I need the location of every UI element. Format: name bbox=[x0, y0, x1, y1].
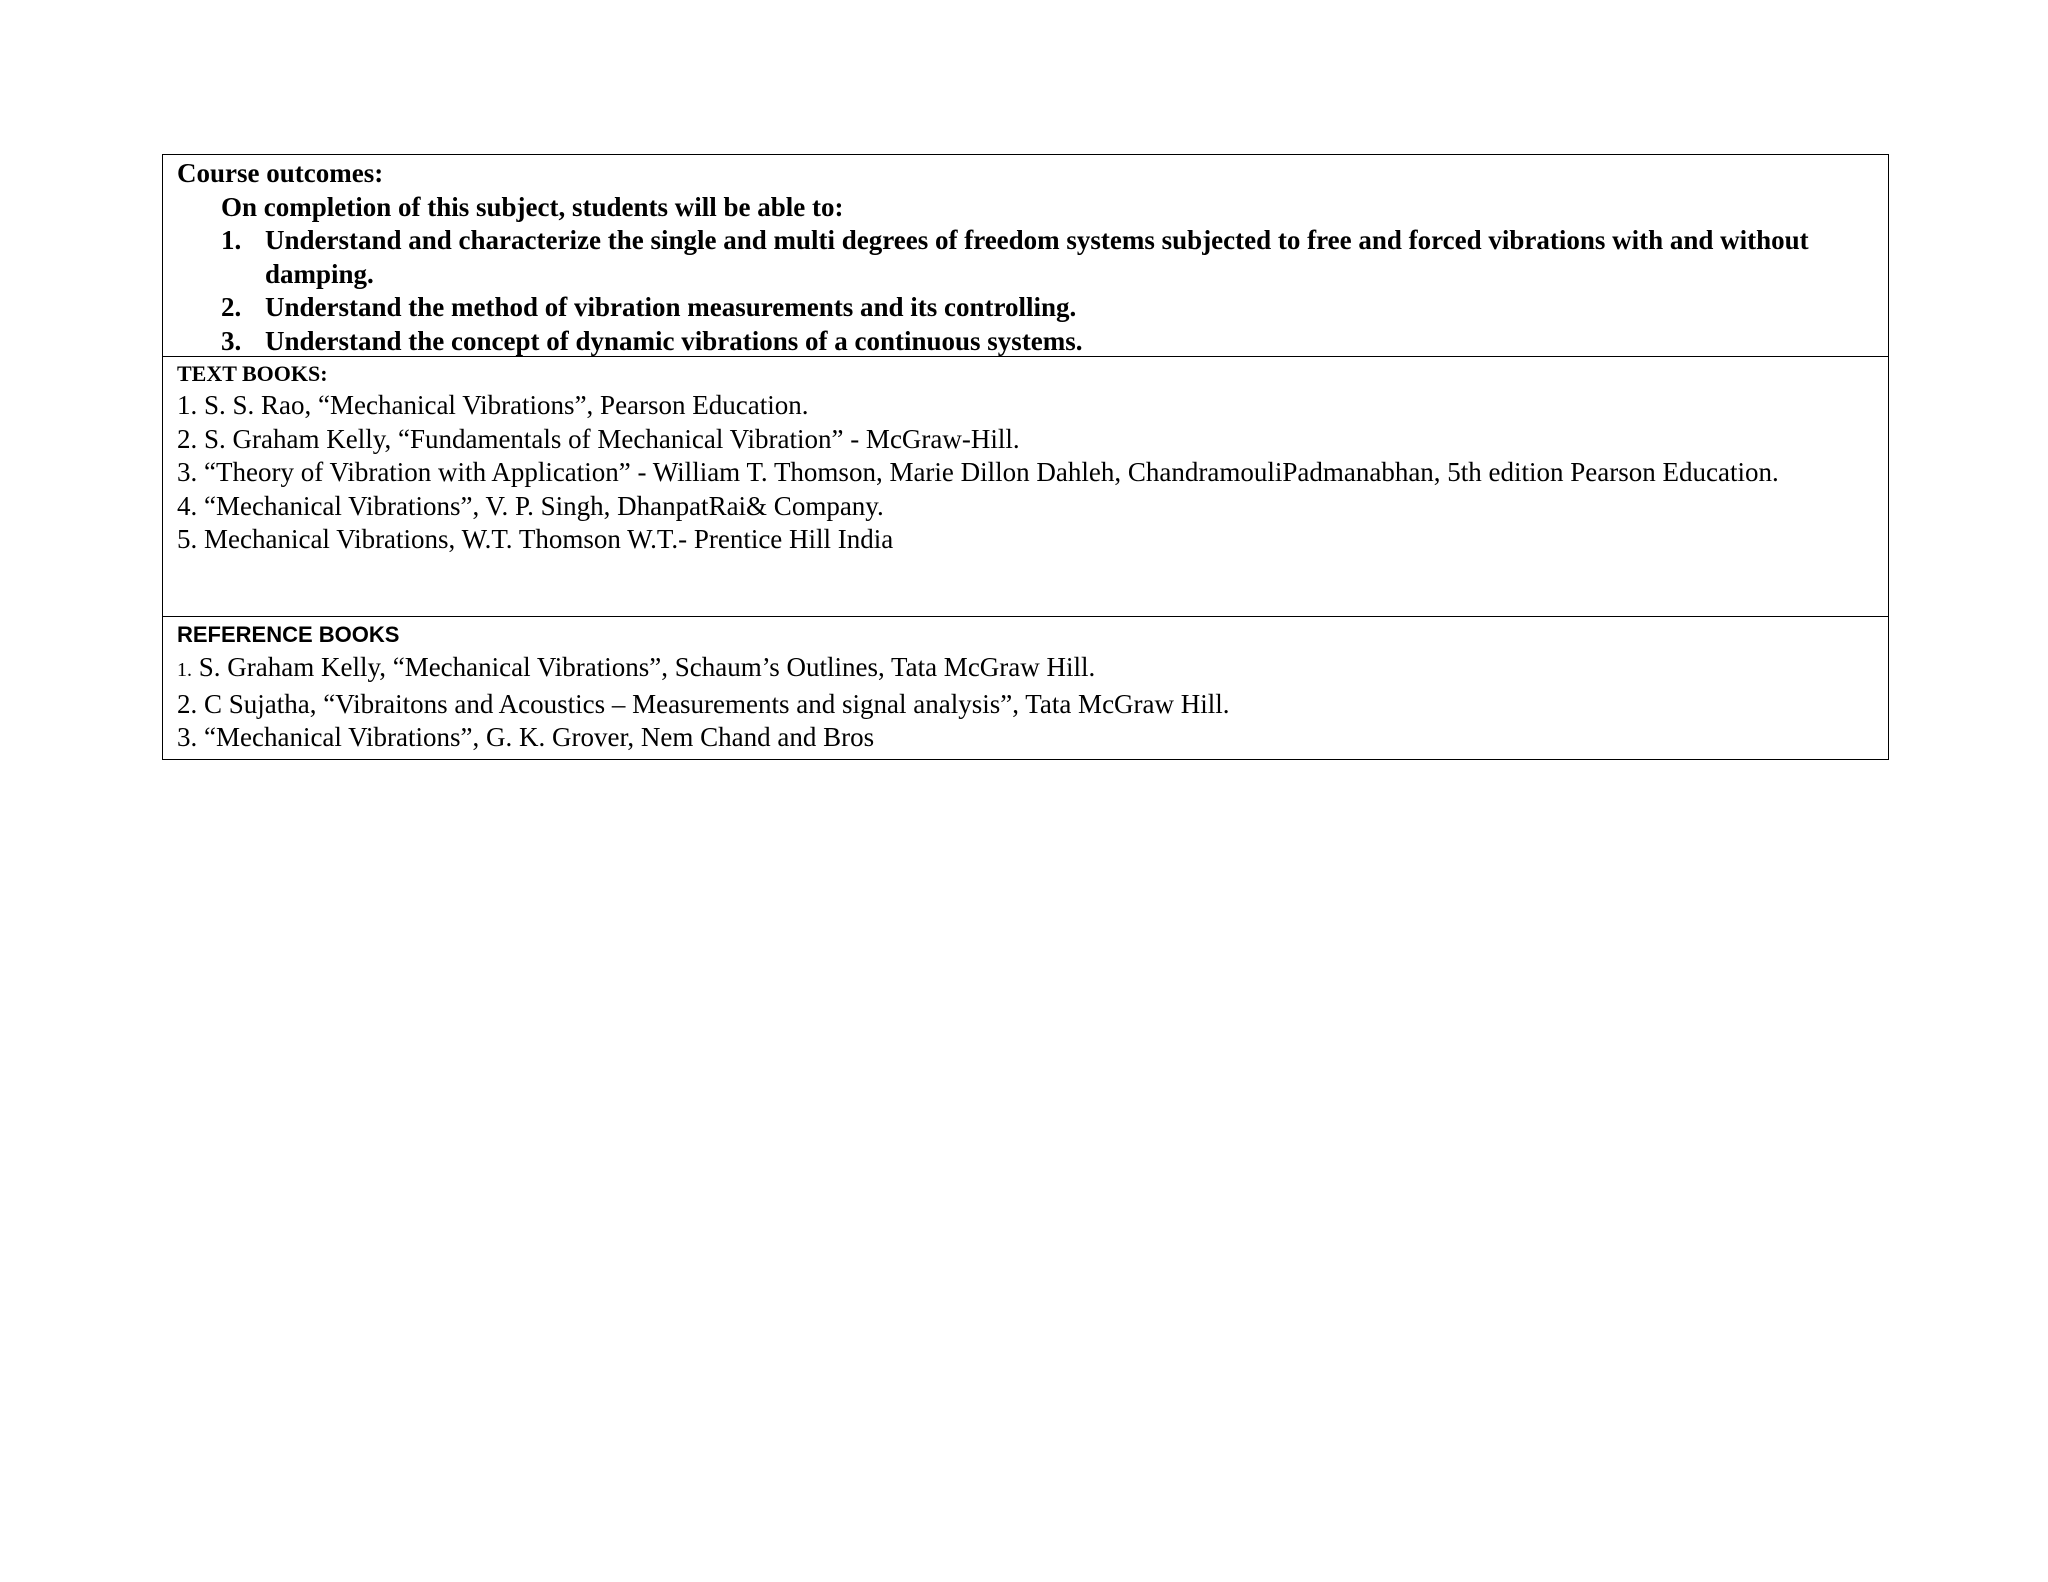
reference-number: 2. bbox=[177, 688, 198, 719]
outcome-number: 3. bbox=[221, 325, 242, 356]
outcome-text: Understand the method of vibration measurements and its controlling. bbox=[265, 292, 1077, 322]
course-outcomes-intro: On completion of this subject, students will be able to: bbox=[221, 191, 844, 222]
course-outcomes-heading: Course outcomes: bbox=[177, 158, 384, 188]
text-books-list bbox=[177, 389, 1874, 557]
reference-text: “Mechanical Vibrations”, G. K. Grover, Nem Chand and Bros bbox=[197, 722, 875, 752]
outcome-number: 1. bbox=[221, 225, 242, 255]
list-item bbox=[177, 224, 1874, 291]
list-item: 3. “Theory of Vibration with Application” - William T. Thomson, Marie Dillon Dahleh, ChandramouliPadmanabhan, 5th edition Pearson Education. bbox=[177, 457, 1779, 487]
list-item: 1. S. S. Rao, “Mechanical Vibrations”, Pearson Education. bbox=[177, 390, 809, 420]
list-item bbox=[177, 688, 1874, 722]
reference-number: 1. bbox=[177, 659, 192, 681]
course-outcomes-list bbox=[177, 224, 1874, 358]
reference-books-section bbox=[163, 617, 1888, 759]
list-item bbox=[177, 325, 1874, 359]
syllabus-table bbox=[162, 154, 1889, 760]
reference-books-heading: REFERENCE BOOKS bbox=[177, 622, 400, 647]
course-outcomes-section bbox=[163, 155, 1888, 357]
list-item: 5. Mechanical Vibrations, W.T. Thomson W.T.- Prentice Hill India bbox=[177, 524, 894, 554]
text-books-heading: TEXT BOOKS: bbox=[177, 361, 328, 386]
reference-text: C Sujatha, “Vibraitons and Acoustics – Measurements and signal analysis”, Tata McGraw Hill. bbox=[197, 688, 1230, 719]
outcome-number: 2. bbox=[221, 292, 242, 322]
outcome-text: Understand and characterize the single and multi degrees of freedom systems subjected to free and forced vibrations with and without damping. bbox=[265, 225, 1809, 289]
reference-number: 3. bbox=[177, 722, 198, 752]
list-item: 2. S. Graham Kelly, “Fundamentals of Mechanical Vibration” - McGraw-Hill. bbox=[177, 423, 1020, 454]
reference-books-list bbox=[177, 651, 1874, 755]
list-item bbox=[177, 291, 1874, 325]
list-item bbox=[177, 651, 1874, 688]
list-item bbox=[177, 721, 1874, 755]
outcome-text: Understand the concept of dynamic vibrations of a continuous systems. bbox=[265, 325, 1083, 356]
reference-text: S. Graham Kelly, “Mechanical Vibrations”, Schaum’s Outlines, Tata McGraw Hill. bbox=[192, 652, 1096, 682]
text-books-section bbox=[163, 357, 1888, 617]
list-item: 4. “Mechanical Vibrations”, V. P. Singh, DhanpatRai& Company. bbox=[177, 490, 884, 521]
